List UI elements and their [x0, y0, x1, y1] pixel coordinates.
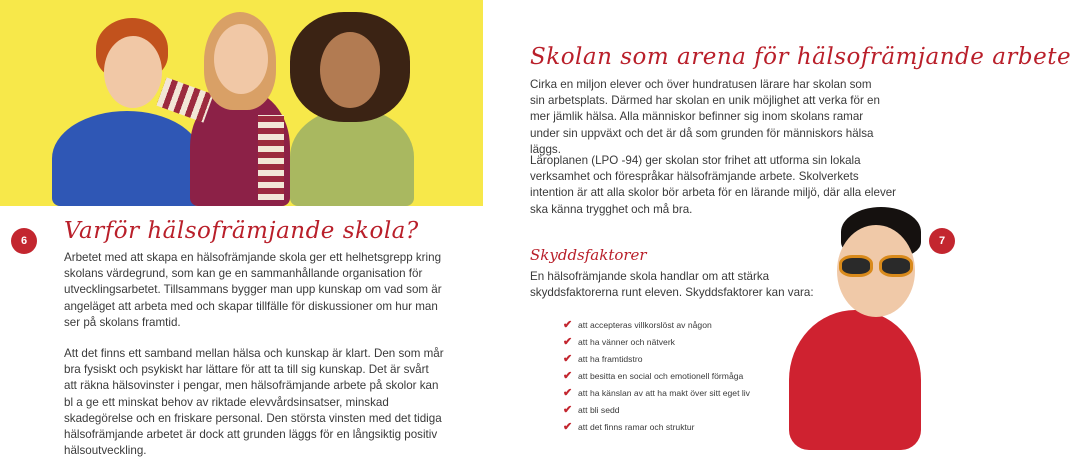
- left-paragraph-2: Att det finns ett samband mellan hälsa och kunskap är klart. Den som mår bra fysiskt och psykiskt har lättare för att ta till sig kunskap. Det är svårt att räkna hälsovinster i pengar, men hälsofrämjande arbete på skolor kan bl a ge ett minskat behov av riktade elevvårdsinsatser, minskad skadegörelse och en friskare personal. Den största vinsten med det tidiga hälsofrämjande arbetet är dock att grunden läggs för en långsiktig positiv hälsoutveckling.: [64, 347, 444, 458]
- protective-factors-list: [563, 317, 750, 436]
- list-item: ✔ att det finns ramar och struktur: [563, 419, 750, 436]
- list-item: ✔ att ha vänner och nätverk: [563, 334, 750, 351]
- child-green-figure: [290, 108, 414, 206]
- page-number-right: 7: [929, 228, 955, 254]
- boy-with-sunglasses-photo: [775, 205, 959, 458]
- right-paragraph-2: Läroplanen (LPO -94) ger skolan stor frihet att utforma sin lokala verksamhet och förespråkar hälsofrämjande arbete. Skolverkets intention är att alla skolor bör arbeta för en lärande miljö, där alla elever ska känna trygghet och må bra.: [530, 154, 897, 216]
- right-paragraph-3: En hälsofrämjande skola handlar om att stärka skyddsfaktorerna runt eleven. Skyddsfaktorer kan vara:: [530, 270, 814, 300]
- check-icon: ✔: [563, 353, 573, 365]
- list-item: ✔ att bli sedd: [563, 402, 750, 419]
- left-heading: Varför hälsofrämjande skola?: [64, 218, 419, 244]
- right-paragraph-1: Cirka en miljon elever och över hundratusen lärare har skolan som sin arbetsplats. Därmed har skolan en unik möjlighet att verka för en mer jämlik hälsa. Alla människor befinner sig inom skolans ramar under sin uppväxt och det är då som grunden för människors hälsa läggs.: [530, 78, 880, 156]
- right-heading: Skolan som arena för hälsofrämjande arbete: [530, 44, 1071, 70]
- boy-sweater: [789, 310, 921, 450]
- check-icon: ✔: [563, 404, 573, 416]
- list-item: ✔ att besitta en social och emotionell förmåga: [563, 368, 750, 385]
- skyddsfaktorer-subheading: Skyddsfaktorer: [530, 246, 647, 264]
- check-icon: ✔: [563, 421, 573, 433]
- check-icon: ✔: [563, 336, 573, 348]
- check-icon: ✔: [563, 370, 573, 382]
- left-paragraph-1: Arbetet med att skapa en hälsofrämjande skola ger ett helhetsgrepp kring skolans värdegrund, som kan ge en sammanhållande organisation för utvecklingsarbetet. Tillsammans bygger man upp kunskap om vad som är angeläget att arbeta med och skapar tillfälle för diskussioner om hur man ser på skolans framtid.: [64, 251, 442, 329]
- child-green-face: [320, 32, 380, 108]
- list-item: ✔ att ha känslan av att ha makt över sitt eget liv: [563, 385, 750, 402]
- page-number-left: 6: [11, 228, 37, 254]
- list-item: ✔ att ha framtidstro: [563, 351, 750, 368]
- child-girl-face: [214, 24, 268, 94]
- check-icon: ✔: [563, 387, 573, 399]
- child-boy-face: [104, 36, 162, 108]
- children-photo: [0, 0, 483, 206]
- striped-sleeves-right: [258, 115, 284, 200]
- check-icon: ✔: [563, 319, 573, 331]
- child-boy-figure: [52, 111, 202, 206]
- list-item: ✔ att accepteras villkorslöst av någon: [563, 317, 750, 334]
- sunglasses-icon: [839, 255, 915, 277]
